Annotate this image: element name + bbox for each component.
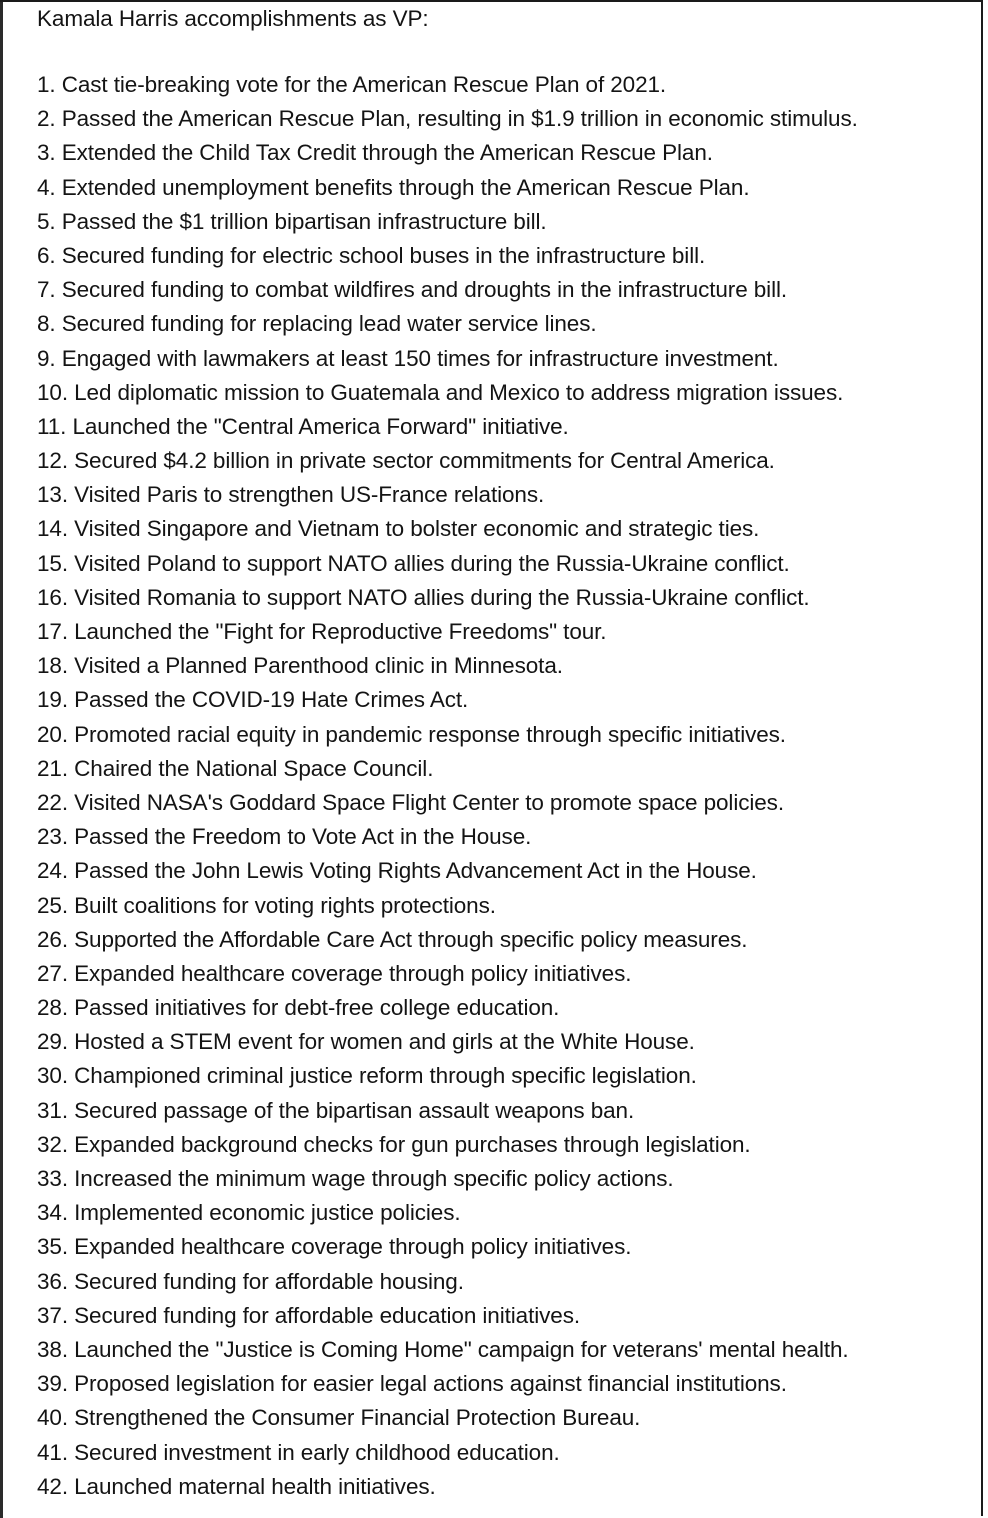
accomplishment-list — [37, 68, 983, 1504]
list-item: 20. Promoted racial equity in pandemic response through specific initiatives. — [37, 721, 786, 747]
list-item: 14. Visited Singapore and Vietnam to bolster economic and strategic ties. — [37, 516, 760, 542]
list-item: 11. Launched the "Central America Forward" initiative. — [37, 413, 569, 439]
list-item: 39. Proposed legislation for easier legal actions against financial institutions. — [37, 1371, 787, 1397]
list-item: 35. Expanded healthcare coverage through policy initiatives. — [37, 1234, 632, 1260]
list-item: 4. Extended unemployment benefits through the American Rescue Plan. — [37, 174, 750, 200]
list-item: 27. Expanded healthcare coverage through policy initiatives. — [37, 960, 632, 986]
page-left-edge — [0, 2, 3, 1518]
list-item: 40. Strengthened the Consumer Financial Protection Bureau. — [37, 1405, 641, 1431]
list-item: 33. Increased the minimum wage through specific policy actions. — [37, 1166, 674, 1191]
list-item: 16. Visited Romania to support NATO allies during the Russia-Ukraine conflict. — [37, 584, 810, 610]
list-item: 38. Launched the "Justice is Coming Home" campaign for veterans' mental health. — [37, 1336, 849, 1362]
list-item: 7. Secured funding to combat wildfires and droughts in the infrastructure bill. — [37, 277, 788, 303]
list-item: 34. Implemented economic justice policies. — [37, 1200, 461, 1226]
list-item: 41. Secured investment in early childhood education. — [37, 1439, 560, 1465]
list-item: 28. Passed initiatives for debt-free college education. — [37, 995, 560, 1021]
list-item: 19. Passed the COVID-19 Hate Crimes Act. — [37, 687, 469, 713]
list-item: 13. Visited Paris to strengthen US-France relations. — [37, 482, 545, 508]
list-item: 21. Chaired the National Space Council. — [37, 755, 434, 781]
list-item: 8. Secured funding for replacing lead water service lines. — [37, 311, 597, 337]
list-item: 9. Engaged with lawmakers at least 150 times for infrastructure investment. — [37, 345, 779, 371]
list-item: 26. Supported the Affordable Care Act through specific policy measures. — [37, 926, 748, 952]
document-body — [37, 4, 983, 1499]
list-item: 29. Hosted a STEM event for women and girls at the White House. — [37, 1029, 695, 1055]
list-item: 30. Championed criminal justice reform through specific legislation. — [37, 1063, 697, 1089]
list-item: 37. Secured funding for affordable education initiatives. — [37, 1302, 581, 1328]
list-item: 1. Cast tie-breaking vote for the American Rescue Plan of 2021. — [37, 72, 667, 97]
list-item: 17. Launched the "Fight for Reproductive Freedoms" tour. — [37, 619, 607, 644]
list-item: 15. Visited Poland to support NATO allies during the Russia-Ukraine conflict. — [37, 550, 790, 576]
list-item: 31. Secured passage of the bipartisan assault weapons ban. — [37, 1097, 635, 1123]
list-item: 23. Passed the Freedom to Vote Act in the House. — [37, 824, 532, 850]
list-item: 36. Secured funding for affordable housing. — [37, 1268, 464, 1294]
list-item: 42. Launched maternal health initiatives. — [37, 1473, 436, 1499]
list-item: 32. Expanded background checks for gun purchases through legislation. — [37, 1131, 751, 1157]
list-item: 24. Passed the John Lewis Voting Rights Advancement Act in the House. — [37, 858, 757, 884]
list-item: 6. Secured funding for electric school buses in the infrastructure bill. — [37, 242, 706, 268]
list-item: 25. Built coalitions for voting rights protections. — [37, 892, 496, 918]
list-item: 10. Led diplomatic mission to Guatemala and Mexico to address migration issues. — [37, 379, 844, 405]
list-item: 3. Extended the Child Tax Credit through the American Rescue Plan. — [37, 140, 713, 166]
document-title: Kamala Harris accomplishments as VP: — [37, 6, 429, 31]
list-item: 5. Passed the $1 trillion bipartisan infrastructure bill. — [37, 208, 547, 234]
list-item: 2. Passed the American Rescue Plan, resulting in $1.9 trillion in economic stimulus. — [37, 106, 858, 132]
list-item: 12. Secured $4.2 billion in private sector commitments for Central America. — [37, 448, 775, 474]
list-item: 18. Visited a Planned Parenthood clinic in Minnesota. — [37, 653, 563, 679]
list-item: 22. Visited NASA's Goddard Space Flight Center to promote space policies. — [37, 789, 784, 815]
